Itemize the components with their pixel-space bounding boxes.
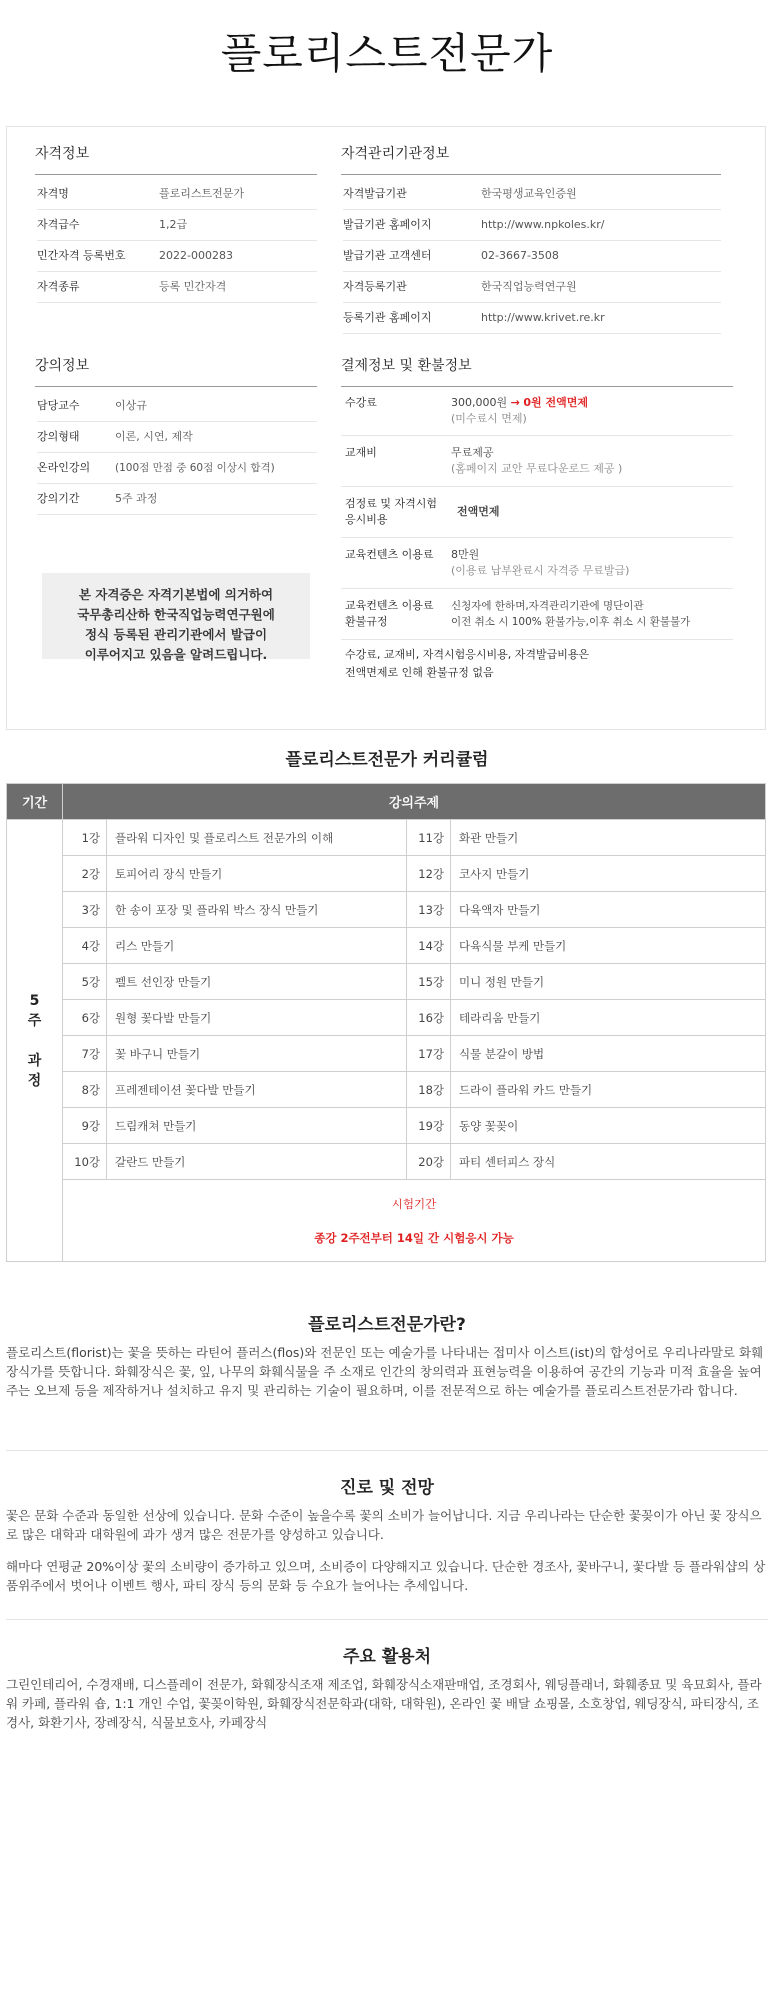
lesson-number: 14강	[407, 928, 451, 964]
curriculum-table	[6, 783, 766, 1262]
lesson-number: 13강	[407, 892, 451, 928]
lesson-topic: 미니 정원 만들기	[451, 964, 766, 1000]
info-value: (100점 만점 중 60점 이상시 합격)	[115, 462, 275, 474]
lesson-topic: 코사지 만들기	[451, 856, 766, 892]
table-row	[7, 964, 766, 1000]
lesson-topic: 토피어리 장식 만들기	[107, 856, 407, 892]
lecture-info-section	[35, 357, 317, 515]
lesson-topic: 드라이 플라워 카드 만들기	[451, 1072, 766, 1108]
content-note: (이용료 납부완료시 자격증 무료발급)	[451, 564, 630, 577]
info-value: 이론, 시연, 제작	[115, 430, 193, 443]
book-value	[451, 445, 622, 477]
info-key: 등록기관 홈페이지	[343, 311, 432, 324]
lesson-topic: 다육액자 만들기	[451, 892, 766, 928]
info-value: 1,2급	[159, 218, 188, 231]
info-row	[343, 241, 721, 272]
content-row	[341, 538, 733, 589]
career-title: 진로 및 전망	[340, 1478, 434, 1498]
info-row	[37, 453, 317, 484]
exam-value: 전액면제	[457, 505, 500, 518]
lesson-number: 1강	[63, 820, 107, 856]
info-key: 자격등록기관	[343, 280, 407, 293]
lesson-number: 15강	[407, 964, 451, 1000]
lesson-topic: 프레젠테이션 꽃다발 만들기	[107, 1072, 407, 1108]
lesson-topic: 원형 꽃다발 만들기	[107, 1000, 407, 1036]
lecture-info-list	[35, 387, 317, 515]
lesson-number: 3강	[63, 892, 107, 928]
info-key: 민간자격 등록번호	[37, 249, 126, 262]
refund-row	[341, 589, 733, 640]
fee-label: 수강료	[345, 396, 377, 409]
arrow-icon: →	[510, 396, 520, 409]
lesson-number: 4강	[63, 928, 107, 964]
lesson-topic: 한 송이 포장 및 플라워 박스 장식 만들기	[107, 892, 407, 928]
info-row	[37, 179, 317, 210]
info-value: 이상규	[115, 399, 147, 412]
info-row	[343, 210, 721, 241]
info-key: 발급기관 홈페이지	[343, 218, 432, 231]
refund-label: 교육컨텐츠 이용료 환불규정	[345, 599, 434, 628]
lesson-topic: 꽃 바구니 만들기	[107, 1036, 407, 1072]
exam-period-title: 시험기간	[391, 1196, 437, 1211]
lesson-number: 17강	[407, 1036, 451, 1072]
content-label: 교육컨텐츠 이용료	[345, 548, 434, 561]
info-value: 5주 과정	[115, 492, 158, 505]
fee-note: (미수료시 면제)	[451, 412, 527, 425]
info-key: 자격종류	[37, 280, 80, 293]
info-value: 등록 민간자격	[159, 280, 227, 293]
lesson-topic: 드림캐쳐 만들기	[107, 1108, 407, 1144]
info-value: 02-3667-3508	[481, 249, 559, 262]
usage-title: 주요 활용처	[342, 1647, 432, 1667]
table-row	[7, 928, 766, 964]
lesson-topic: 갈란드 만들기	[107, 1144, 407, 1180]
cert-notice-box: 본 자격증은 자격기본법에 의거하여 국무총리산하 한국직업능력연구원에 정식 등록된 관리기관에서 발급이 이루어지고 있음을 알려드립니다.	[42, 573, 310, 659]
career-text-1: 꽃은 문화 수준과 동일한 선상에 있습니다. 문화 수준이 높을수록 꽃의 소비가 늘어납니다. 지금 우리나라는 단순한 꽃꽂이가 아닌 꽃 장식으로 많은 대학과 대학원에 과가 생겨 많은 전문가를 양성하고 있습니다.	[6, 1508, 762, 1542]
lesson-number: 19강	[407, 1108, 451, 1144]
info-row	[37, 422, 317, 453]
info-row	[37, 210, 317, 241]
lesson-number: 12강	[407, 856, 451, 892]
lesson-number: 18강	[407, 1072, 451, 1108]
table-row	[7, 856, 766, 892]
info-row	[343, 179, 721, 210]
info-value: 2022-000283	[159, 249, 233, 262]
lesson-number: 8강	[63, 1072, 107, 1108]
table-row	[7, 1108, 766, 1144]
content-value	[451, 547, 629, 579]
book-label: 교재비	[345, 446, 377, 459]
about-text: 플로리스트(florist)는 꽃을 뜻하는 라틴어 플러스(flos)와 전문인 또는 예술가를 나타내는 접미사 이스트(ist)의 합성어로 우리나라말로 화훼장식가를 뜻합니다. 화훼장식은 꽃, 잎, 나무의 화훼식물을 주 소재로 인간의 창의력과 표현능력을 이용하여 공간의 기능과 미적 효율을 높여주는 오브제 등을 제작하거나 설치하고 유지 및 관리하는 기술이 필요하며, 이를 전문적으로 하는 예술가를 플로리스트전문가라 합니다.	[6, 1345, 764, 1398]
divider	[6, 1619, 768, 1620]
lesson-topic: 파티 센터피스 장식	[451, 1144, 766, 1180]
info-row	[37, 484, 317, 515]
lesson-number: 6강	[63, 1000, 107, 1036]
cert-info-section	[35, 145, 317, 303]
info-key: 담당교수	[37, 399, 80, 412]
lesson-topic: 플라워 디자인 및 플로리스트 전문가의 이해	[107, 820, 407, 856]
info-key: 자격발급기관	[343, 187, 407, 200]
lesson-topic: 리스 만들기	[107, 928, 407, 964]
fee-row	[341, 387, 733, 436]
info-value: 한국직업능력연구원	[481, 280, 577, 293]
lesson-topic: 다육식물 부케 만들기	[451, 928, 766, 964]
table-row	[7, 820, 766, 856]
topic-header: 강의주제	[63, 784, 766, 820]
info-value: 플로리스트전문가	[159, 187, 245, 200]
lesson-topic: 식물 분갈이 방법	[451, 1036, 766, 1072]
exam-row	[341, 487, 733, 538]
payment-section	[341, 357, 733, 682]
table-row	[7, 1144, 766, 1180]
lesson-topic: 테라리움 만들기	[451, 1000, 766, 1036]
lesson-number: 10강	[63, 1144, 107, 1180]
info-key: 자격급수	[37, 218, 80, 231]
payment-heading: 결제정보 및 환불정보	[341, 357, 733, 387]
exam-period-row	[7, 1180, 766, 1262]
curriculum-header-row	[7, 784, 766, 820]
lesson-topic: 펠트 선인장 만들기	[107, 964, 407, 1000]
refund-value: 신청자에 한하며,자격관리기관에 명단이관 이전 취소 시 100% 환불가능,이후 취소 시 환불불가	[451, 600, 691, 628]
homepage-link[interactable]: http://www.krivet.re.kr	[481, 311, 605, 324]
lesson-topic: 화관 만들기	[451, 820, 766, 856]
period-cell: 5 주 과 정	[7, 820, 63, 1262]
lesson-number: 11강	[407, 820, 451, 856]
fee-free: 0원 전액면제	[523, 396, 588, 409]
refund-footer-note: 수강료, 교재비, 자격시험응시비용, 자격발급비용은 전액면제로 인해 환불규정 없음	[345, 648, 590, 679]
lesson-number: 2강	[63, 856, 107, 892]
exam-label: 검정료 및 자격시험 응시비용	[345, 497, 438, 526]
lesson-number: 20강	[407, 1144, 451, 1180]
career-text-2: 해마다 연평균 20%이상 꽃의 소비량이 증가하고 있으며, 소비증이 다양해지고 있습니다. 단순한 경조사, 꽃바구니, 꽃다발 등 플라워샵의 상품위주에서 벗어나 이벤트 행사, 파티 장식 등의 문화 등 수요가 늘어나는 추세입니다.	[6, 1559, 766, 1593]
exam-period-text: 종강 2주전부터 14일 간 시험응시 가능	[314, 1230, 514, 1245]
content-price: 8만원	[451, 548, 480, 561]
info-key: 온라인강의	[37, 461, 91, 474]
lesson-number: 9강	[63, 1108, 107, 1144]
lesson-topic: 동양 꽃꽂이	[451, 1108, 766, 1144]
fee-value	[451, 395, 588, 427]
org-info-section	[341, 145, 721, 334]
divider	[6, 1450, 768, 1451]
info-row	[37, 391, 317, 422]
period-header: 기간	[7, 784, 63, 820]
book-price: 무료제공	[451, 446, 494, 459]
info-row	[37, 241, 317, 272]
cert-info-heading: 자격정보	[35, 145, 317, 175]
about-title: 플로리스트전문가란?	[308, 1315, 466, 1335]
org-info-list	[341, 175, 721, 334]
info-row	[37, 272, 317, 303]
info-panel	[6, 126, 766, 730]
lesson-number: 5강	[63, 964, 107, 1000]
info-row	[343, 303, 721, 334]
table-row	[7, 892, 766, 928]
info-key: 강의형태	[37, 430, 80, 443]
fee-price: 300,000원	[451, 396, 508, 409]
book-note: (홈페이지 교안 무료다운로드 제공 )	[451, 462, 623, 475]
exam-period-cell	[63, 1180, 766, 1262]
info-key: 자격명	[37, 187, 69, 200]
lecture-info-heading: 강의정보	[35, 357, 317, 387]
page-title: 플로리스트전문가	[220, 29, 554, 78]
info-key: 발급기관 고객센터	[343, 249, 432, 262]
info-key: 강의기간	[37, 492, 80, 505]
info-row	[343, 272, 721, 303]
usage-text: 그린인테리어, 수경재배, 디스플레이 전문가, 화훼장식조재 제조업, 화훼장식소재판매업, 조경회사, 웨딩플래너, 화훼종묘 및 육묘회사, 플라워 카페, 플라워 숍, 1:1 개인 수업, 꽃꽂이학원, 화훼장식전문학과(대학, 대학원), 온라인 꽃 배달 쇼핑몰, 소호창업, 웨딩장식, 파티장식, 조경사, 화환기사, 장례장식, 식물보호사, 카페장식	[6, 1677, 762, 1730]
org-info-heading: 자격관리기관정보	[341, 145, 721, 175]
cert-info-list	[35, 175, 317, 303]
homepage-link[interactable]: http://www.npkoles.kr/	[481, 218, 605, 231]
lesson-number: 16강	[407, 1000, 451, 1036]
table-row	[7, 1072, 766, 1108]
table-row	[7, 1000, 766, 1036]
lesson-number: 7강	[63, 1036, 107, 1072]
book-row	[341, 436, 733, 487]
info-value: 한국평생교육인증원	[481, 187, 577, 200]
curriculum-title: 플로리스트전문가 커리큘럼	[285, 750, 489, 770]
table-row	[7, 1036, 766, 1072]
